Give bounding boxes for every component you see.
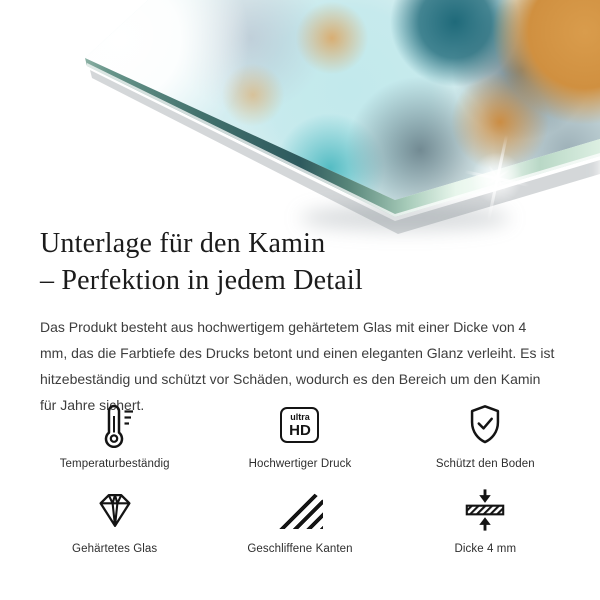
feature-label: Geschliffene Kanten <box>247 543 353 555</box>
feature-label: Hochwertiger Druck <box>248 458 352 470</box>
feature-polished-edges <box>207 485 392 570</box>
feature-label: Dicke 4 mm <box>454 543 517 555</box>
feature-label: Gehärtetes Glas <box>72 543 158 555</box>
feature-thickness <box>393 485 578 570</box>
feature-grid <box>22 400 578 570</box>
feature-print-quality <box>207 400 392 485</box>
feature-floor-protection <box>393 400 578 485</box>
page-title <box>40 225 562 299</box>
feature-label: Temperaturbeständig <box>59 458 170 470</box>
diamond-icon <box>92 485 138 535</box>
product-photo <box>0 0 600 258</box>
page-title-line1: Unterlage für den Kamin <box>40 228 326 259</box>
shield-check-icon <box>462 400 508 450</box>
polished-edges-icon <box>277 485 323 535</box>
ultra-hd-icon: ultra HD <box>280 400 319 450</box>
feature-label: Schützt den Boden <box>435 458 535 470</box>
product-description: Das Produkt besteht aus hochwertigem gehärtetem Glas mit einer Dicke von 4 mm, das die Farbtiefe des Drucks betont und einen eleganten Glanz verleiht. Es ist hitzebeständig und schützt vor Schäden, wodurch es den Bereich um den Kamin für Jahre sichert. <box>40 319 555 413</box>
feature-temperature <box>22 400 207 485</box>
feature-tempered-glass <box>22 485 207 570</box>
thickness-icon <box>462 485 508 535</box>
page-title-line2: – Perfektion in jedem Detail <box>40 265 363 296</box>
thermometer-icon <box>92 400 138 450</box>
